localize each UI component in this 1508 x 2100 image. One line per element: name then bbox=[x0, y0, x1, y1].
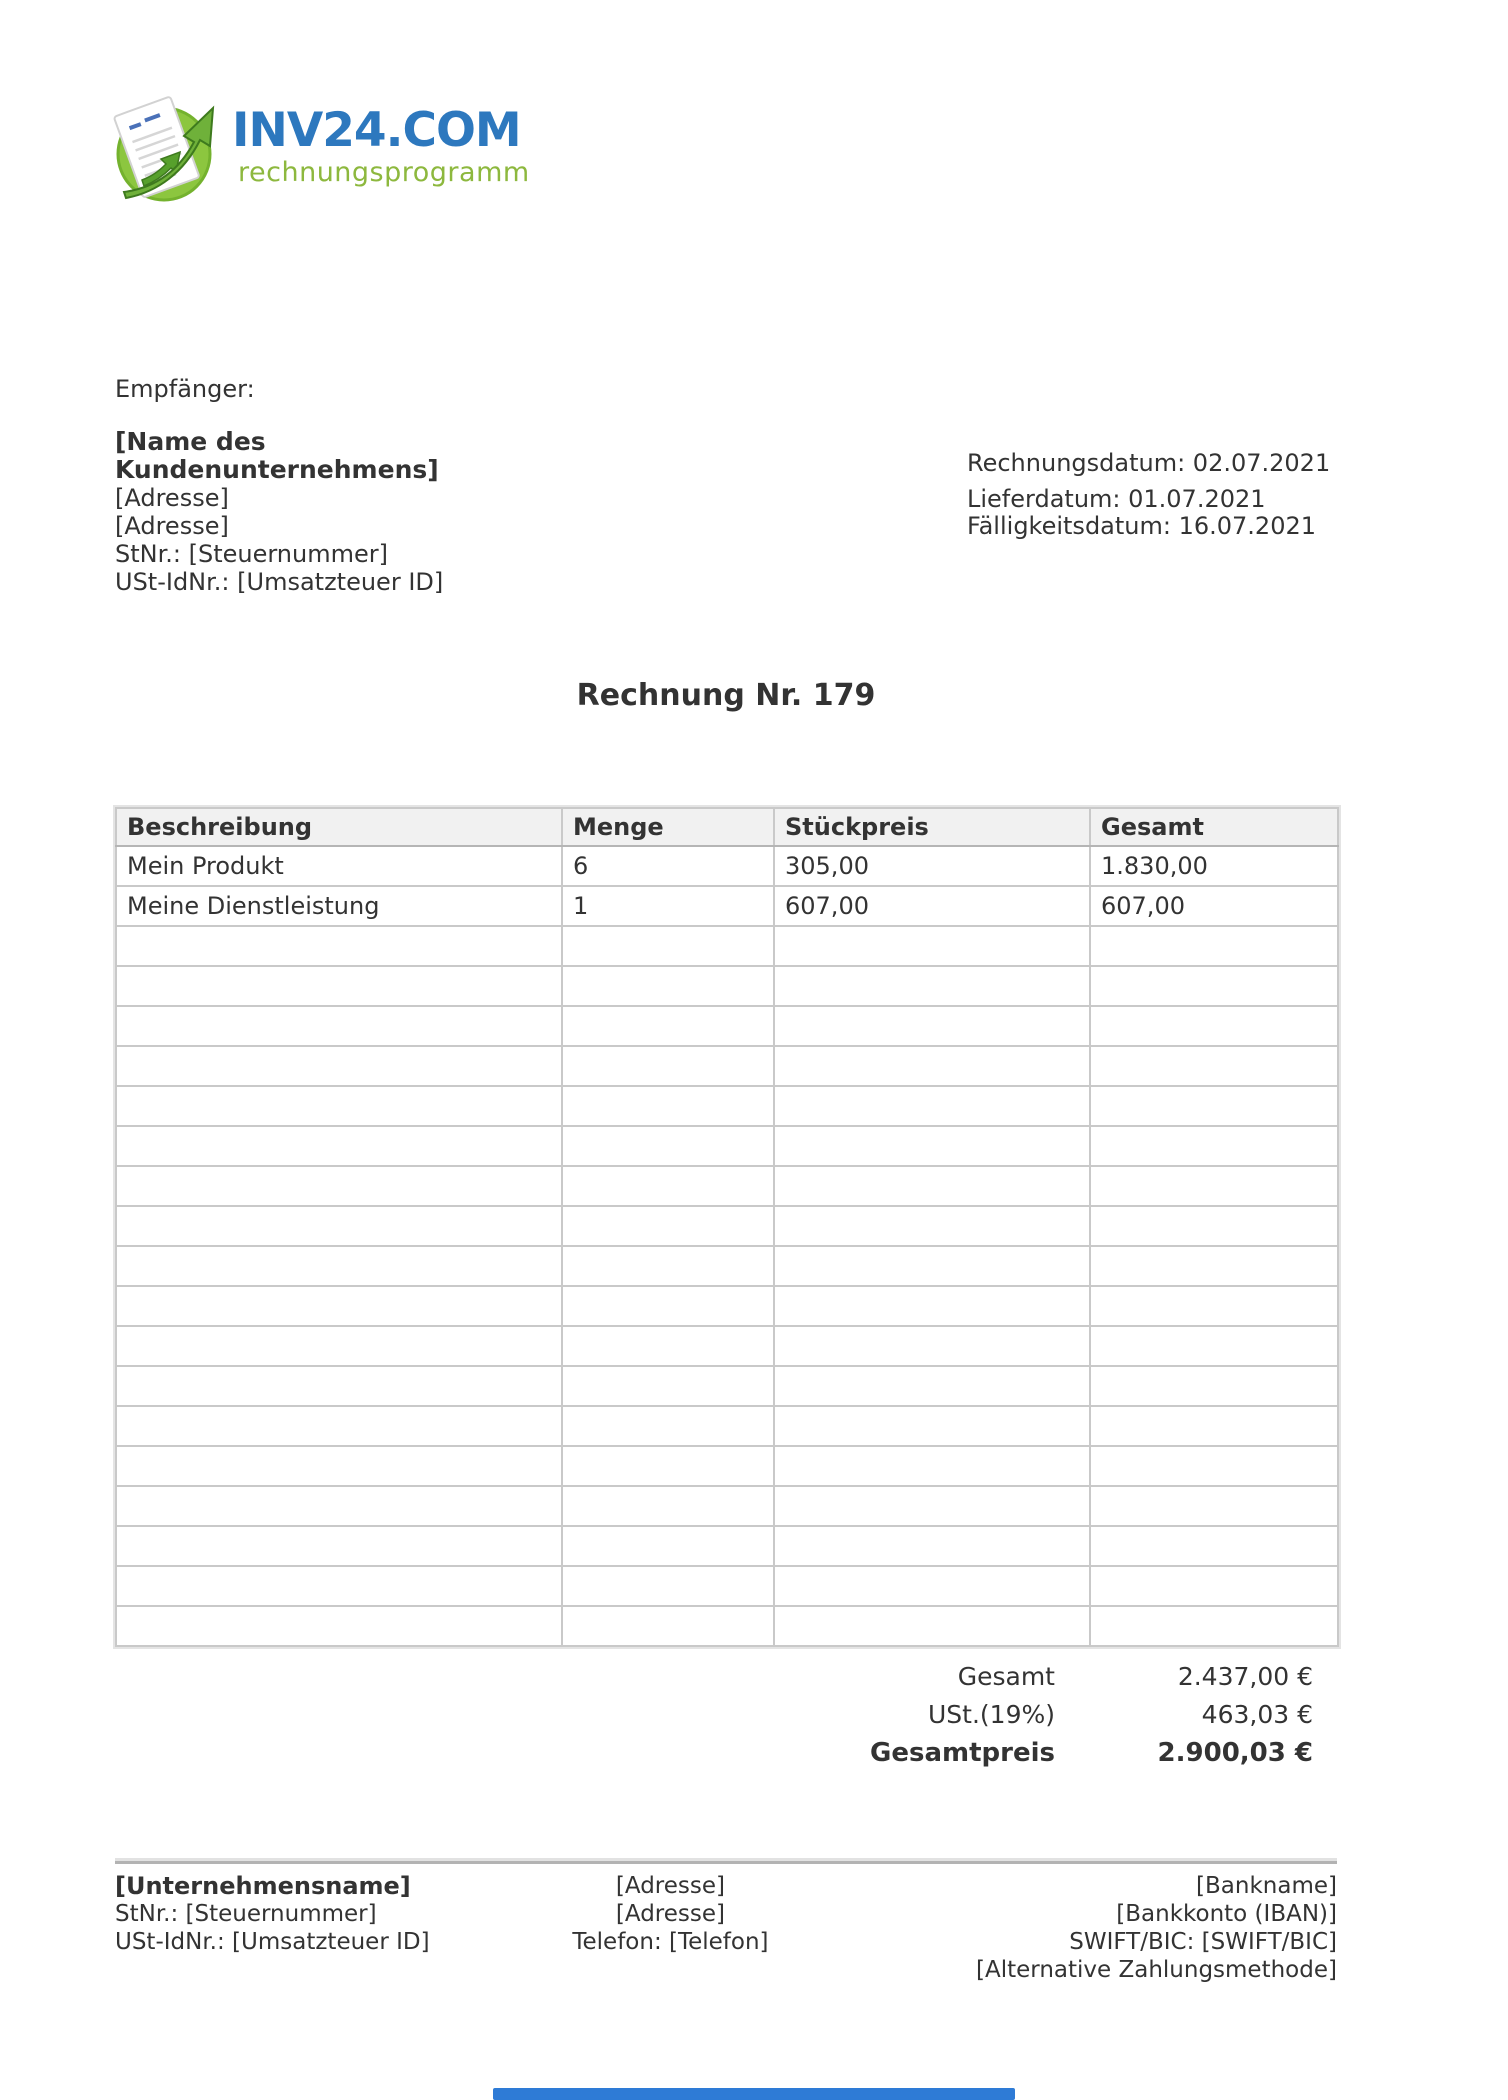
subtotal-value: 2.437,00 € bbox=[1177, 1662, 1313, 1691]
table-cell bbox=[116, 1006, 562, 1046]
table-cell bbox=[116, 1286, 562, 1326]
table-cell bbox=[562, 926, 774, 966]
table-row bbox=[116, 926, 1338, 966]
subtotal-row bbox=[115, 1662, 1313, 1691]
footer-company-column bbox=[115, 1872, 485, 1984]
table-cell: 607,00 bbox=[774, 886, 1090, 926]
table-cell bbox=[562, 1246, 774, 1286]
tax-label: USt.(19%) bbox=[928, 1700, 1055, 1729]
app-logo bbox=[112, 88, 530, 206]
footer-divider bbox=[115, 1861, 1337, 1864]
table-cell bbox=[562, 1326, 774, 1366]
due-date: Fälligkeitsdatum: 16.07.2021 bbox=[967, 512, 1317, 540]
table-cell bbox=[116, 926, 562, 966]
tax-value: 463,03 € bbox=[1201, 1700, 1313, 1729]
company-tax-number: StNr.: [Steuernummer] bbox=[115, 1901, 377, 1927]
table-cell: 1.830,00 bbox=[1090, 846, 1338, 886]
footer-bank-column bbox=[856, 1872, 1337, 1984]
alternative-payment: [Alternative Zahlungsmethode] bbox=[976, 1957, 1337, 1983]
line-items-body bbox=[116, 846, 1338, 1646]
table-row bbox=[116, 1566, 1338, 1606]
table-row bbox=[116, 1526, 1338, 1566]
table-row bbox=[116, 1086, 1338, 1126]
table-cell bbox=[116, 1206, 562, 1246]
grand-total-label: Gesamtpreis bbox=[870, 1738, 1055, 1768]
totals-section bbox=[115, 1662, 1313, 1777]
tax-row bbox=[115, 1700, 1313, 1729]
bank-swift: SWIFT/BIC: [SWIFT/BIC] bbox=[1069, 1929, 1337, 1955]
table-row bbox=[116, 1366, 1338, 1406]
company-vat-id: USt-IdNr.: [Umsatzteuer ID] bbox=[115, 1929, 430, 1955]
table-cell bbox=[1090, 1566, 1338, 1606]
table-cell bbox=[1090, 1126, 1338, 1166]
col-header-description: Beschreibung bbox=[116, 808, 562, 846]
table-row bbox=[116, 846, 1338, 886]
line-items-section bbox=[115, 807, 1337, 1647]
table-cell bbox=[774, 1446, 1090, 1486]
table-cell bbox=[116, 1406, 562, 1446]
table-cell bbox=[774, 1606, 1090, 1646]
table-cell bbox=[562, 1166, 774, 1206]
company-address-line2: [Adresse] bbox=[615, 1901, 725, 1927]
table-row bbox=[116, 1406, 1338, 1446]
table-cell bbox=[1090, 1286, 1338, 1326]
footer bbox=[115, 1872, 1337, 1984]
table-row bbox=[116, 1206, 1338, 1246]
bank-iban: [Bankkonto (IBAN)] bbox=[1116, 1901, 1337, 1927]
table-cell bbox=[116, 1606, 562, 1646]
table-cell bbox=[562, 1446, 774, 1486]
table-cell bbox=[774, 1406, 1090, 1446]
table-cell: Meine Dienstleistung bbox=[116, 886, 562, 926]
delivery-date: Lieferdatum: 01.07.2021 bbox=[967, 485, 1266, 513]
table-cell bbox=[774, 966, 1090, 1006]
table-cell bbox=[1090, 1366, 1338, 1406]
table-cell bbox=[774, 1126, 1090, 1166]
table-cell bbox=[774, 1006, 1090, 1046]
table-cell bbox=[774, 926, 1090, 966]
bottom-accent-bar bbox=[493, 2088, 1015, 2100]
table-cell bbox=[1090, 1486, 1338, 1526]
table-cell: 1 bbox=[562, 886, 774, 926]
table-row bbox=[116, 886, 1338, 926]
brand-tagline: rechnungsprogramm bbox=[238, 157, 530, 189]
table-cell bbox=[562, 1046, 774, 1086]
table-cell bbox=[1090, 1446, 1338, 1486]
table-row bbox=[116, 1166, 1338, 1206]
table-cell bbox=[116, 1326, 562, 1366]
table-cell bbox=[116, 966, 562, 1006]
table-row bbox=[116, 1606, 1338, 1646]
table-cell bbox=[116, 1046, 562, 1086]
table-cell bbox=[562, 1486, 774, 1526]
table-cell bbox=[116, 1166, 562, 1206]
invoice-title: Rechnung Nr. 179 bbox=[576, 678, 876, 713]
table-cell bbox=[1090, 1166, 1338, 1206]
table-row bbox=[116, 1446, 1338, 1486]
table-cell bbox=[562, 1286, 774, 1326]
table-cell bbox=[1090, 926, 1338, 966]
table-cell bbox=[1090, 1046, 1338, 1086]
table-cell bbox=[1090, 1206, 1338, 1246]
invoice-paper-growth-arrow-icon bbox=[112, 88, 222, 206]
table-cell bbox=[1090, 1086, 1338, 1126]
table-cell bbox=[562, 1566, 774, 1606]
table-cell bbox=[116, 1366, 562, 1406]
table-cell bbox=[774, 1086, 1090, 1126]
table-cell bbox=[562, 1406, 774, 1446]
table-cell bbox=[116, 1526, 562, 1566]
bank-name: [Bankname] bbox=[1196, 1873, 1337, 1899]
table-cell bbox=[1090, 1406, 1338, 1446]
table-cell bbox=[774, 1326, 1090, 1366]
company-phone: Telefon: [Telefon] bbox=[572, 1929, 769, 1955]
logo-text bbox=[232, 103, 530, 189]
table-row bbox=[116, 1046, 1338, 1086]
company-address-line1: [Adresse] bbox=[615, 1873, 725, 1899]
table-cell bbox=[774, 1046, 1090, 1086]
table-cell: Mein Produkt bbox=[116, 846, 562, 886]
table-cell bbox=[1090, 1606, 1338, 1646]
subtotal-label: Gesamt bbox=[957, 1662, 1055, 1691]
table-cell bbox=[562, 1366, 774, 1406]
brand-name: INV24.COM bbox=[232, 103, 521, 158]
table-row bbox=[116, 1126, 1338, 1166]
table-cell bbox=[116, 1086, 562, 1126]
table-cell bbox=[562, 1206, 774, 1246]
table-cell: 305,00 bbox=[774, 846, 1090, 886]
table-cell bbox=[116, 1446, 562, 1486]
invoice-dates-block bbox=[967, 450, 1330, 540]
customer-name-line1: [Name des bbox=[115, 427, 266, 456]
table-cell bbox=[116, 1126, 562, 1166]
table-row bbox=[116, 1286, 1338, 1326]
table-cell bbox=[1090, 1526, 1338, 1566]
table-cell bbox=[1090, 1326, 1338, 1366]
customer-tax-number: StNr.: [Steuernummer] bbox=[115, 540, 388, 568]
table-cell bbox=[562, 1526, 774, 1566]
col-header-unit-price: Stückpreis bbox=[774, 808, 1090, 846]
table-row bbox=[116, 966, 1338, 1006]
table-cell bbox=[116, 1566, 562, 1606]
invoice-date: Rechnungsdatum: 02.07.2021 bbox=[967, 449, 1331, 477]
table-cell: 607,00 bbox=[1090, 886, 1338, 926]
table-cell bbox=[1090, 1006, 1338, 1046]
table-cell bbox=[774, 1366, 1090, 1406]
recipient-label: Empfänger: bbox=[115, 375, 255, 403]
table-row bbox=[116, 1246, 1338, 1286]
table-cell bbox=[1090, 966, 1338, 1006]
table-header-row bbox=[116, 808, 1338, 846]
table-cell bbox=[774, 1166, 1090, 1206]
table-cell bbox=[562, 966, 774, 1006]
table-cell bbox=[1090, 1246, 1338, 1286]
table-cell bbox=[774, 1246, 1090, 1286]
table-cell bbox=[562, 1006, 774, 1046]
table-cell bbox=[774, 1526, 1090, 1566]
customer-name-line2: Kundenunternehmens] bbox=[115, 455, 439, 484]
table-row bbox=[116, 1326, 1338, 1366]
table-cell bbox=[562, 1086, 774, 1126]
col-header-quantity: Menge bbox=[562, 808, 774, 846]
table-cell bbox=[562, 1126, 774, 1166]
table-cell: 6 bbox=[562, 846, 774, 886]
table-cell bbox=[774, 1286, 1090, 1326]
table-cell bbox=[774, 1206, 1090, 1246]
grand-total-row bbox=[115, 1738, 1313, 1768]
line-items-table bbox=[115, 807, 1339, 1647]
table-cell bbox=[116, 1486, 562, 1526]
customer-address-line1: [Adresse] bbox=[115, 484, 229, 512]
table-cell bbox=[774, 1566, 1090, 1606]
grand-total-value: 2.900,03 € bbox=[1157, 1738, 1313, 1768]
customer-address-line2: [Adresse] bbox=[115, 512, 229, 540]
footer-contact-column bbox=[485, 1872, 855, 1984]
table-row bbox=[116, 1486, 1338, 1526]
table-cell bbox=[116, 1246, 562, 1286]
customer-vat-id: USt-IdNr.: [Umsatzteuer ID] bbox=[115, 568, 444, 596]
table-cell bbox=[562, 1606, 774, 1646]
table-row bbox=[116, 1006, 1338, 1046]
company-name: [Unternehmensname] bbox=[115, 1872, 411, 1900]
table-cell bbox=[774, 1486, 1090, 1526]
customer-address-block bbox=[115, 428, 443, 596]
col-header-total: Gesamt bbox=[1090, 808, 1338, 846]
